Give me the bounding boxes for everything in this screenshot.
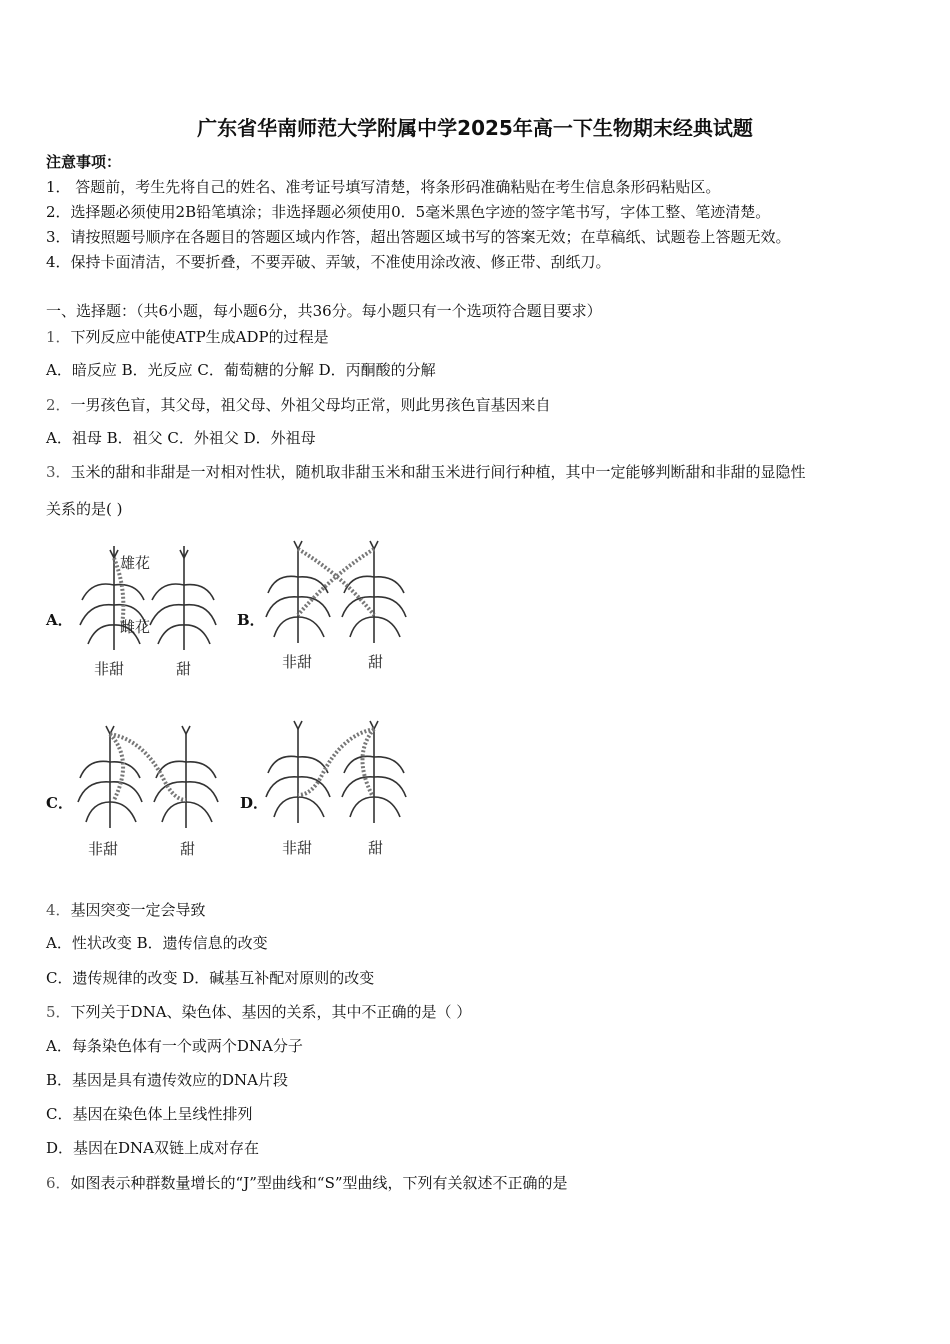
question-3-stem-cont: 关系的是( ) xyxy=(46,500,123,518)
label-sweet: 甜 xyxy=(368,653,384,671)
question-number: 4． xyxy=(46,901,71,919)
option-a-label: A． xyxy=(46,611,73,629)
question-number: 5． xyxy=(46,1003,71,1021)
label-sweet: 甜 xyxy=(176,660,192,678)
label-male-flower: 雄花 xyxy=(120,554,151,572)
corn-plant-right xyxy=(150,546,216,650)
pollination-arrow xyxy=(298,729,374,795)
label-female-flower: 雌花 xyxy=(120,618,151,636)
option-b-label: B． xyxy=(237,611,265,629)
notice-item-3: 3．请按照题号顺序在各题目的答题区域内作答，超出答题区域书写的答案无效；在草稿纸、试题卷上答题无效。 xyxy=(46,228,791,246)
pollination-arrow xyxy=(298,549,374,615)
label-nonsweet: 非甜 xyxy=(282,653,313,671)
question-4-stem xyxy=(46,900,206,920)
stem-text: 下列反应中能使ATP生成ADP的过程是 xyxy=(70,328,329,346)
question-number: 3． xyxy=(46,463,71,481)
notice-item-1: 1． 答题前，考生先将自己的姓名、准考证号填写清楚，将条形码准确粘贴在考生信息条形码粘贴区。 xyxy=(46,178,721,196)
figure-c xyxy=(74,720,224,865)
question-5-option-b: B．基因是具有遗传效应的DNA片段 xyxy=(46,1071,289,1089)
option-d-label: D． xyxy=(240,794,269,812)
question-4-options-ab: A．性状改变 B．遗传信息的改变 xyxy=(46,934,268,952)
stem-text: 玉米的甜和非甜是一对相对性状，随机取非甜玉米和甜玉米进行间行种植，其中一定能够判断甜和非甜的显隐性 xyxy=(70,463,806,481)
question-5-option-c: C．基因在染色体上呈线性排列 xyxy=(46,1105,253,1123)
label-nonsweet: 非甜 xyxy=(282,839,313,857)
question-6-stem xyxy=(46,1173,568,1193)
stem-text: 如图表示种群数量增长的“J”型曲线和“S”型曲线，下列有关叙述不正确的是 xyxy=(70,1174,568,1192)
stem-text: 下列关于DNA、染色体、基因的关系，其中不正确的是（ ） xyxy=(70,1003,472,1021)
pollination-arrow xyxy=(298,549,374,615)
label-nonsweet: 非甜 xyxy=(94,660,125,678)
question-number: 2． xyxy=(46,396,71,414)
figure-b xyxy=(262,535,412,680)
label-sweet: 甜 xyxy=(368,839,384,857)
label-nonsweet: 非甜 xyxy=(88,840,119,858)
label-sweet: 甜 xyxy=(180,840,196,858)
corn-plant-left xyxy=(78,726,142,828)
pollination-arrow xyxy=(362,729,374,795)
question-1-stem xyxy=(46,327,329,347)
question-1-options: A．暗反应 B．光反应 C．葡萄糖的分解 D．丙酮酸的分解 xyxy=(46,361,436,379)
corn-plant-right xyxy=(342,721,406,823)
question-3-stem xyxy=(46,462,806,482)
figure-a xyxy=(72,540,232,685)
question-number: 6． xyxy=(46,1174,71,1192)
notice-item-2: 2．选择题必须使用2B铅笔填涂；非选择题必须使用0．5毫米黑色字迹的签字笔书写，字体工整、笔迹清楚。 xyxy=(46,203,771,221)
notice-heading: 注意事项： xyxy=(46,153,122,171)
pollination-arrow xyxy=(110,734,123,800)
notice-item-4: 4．保持卡面清洁，不要折叠，不要弄破、弄皱，不准使用涂改液、修正带、刮纸刀。 xyxy=(46,253,611,271)
stem-text: 基因突变一定会导致 xyxy=(70,901,206,919)
page-title: 广东省华南师范大学附属中学2025年高一下生物期末经典试题 xyxy=(197,116,753,140)
question-number: 1． xyxy=(46,328,71,346)
figure-d xyxy=(262,715,412,860)
corn-plant-left xyxy=(266,721,330,823)
question-2-options: A．祖母 B．祖父 C．外祖父 D．外祖母 xyxy=(46,429,316,447)
option-c-label: C． xyxy=(46,794,73,812)
question-4-options-cd: C．遗传规律的改变 D．碱基互补配对原则的改变 xyxy=(46,969,375,987)
question-5-option-a: A．每条染色体有一个或两个DNA分子 xyxy=(46,1037,303,1055)
corn-plant-right xyxy=(154,726,218,828)
stem-text: 一男孩色盲，其父母，祖父母、外祖父母均正常，则此男孩色盲基因来自 xyxy=(70,396,551,414)
question-2-stem xyxy=(46,395,551,415)
question-5-option-d: D．基因在DNA双链上成对存在 xyxy=(46,1139,260,1157)
question-5-stem xyxy=(46,1002,471,1022)
section-heading: 一、选择题：（共6小题，每小题6分，共36分。每小题只有一个选项符合题目要求） xyxy=(46,302,602,320)
